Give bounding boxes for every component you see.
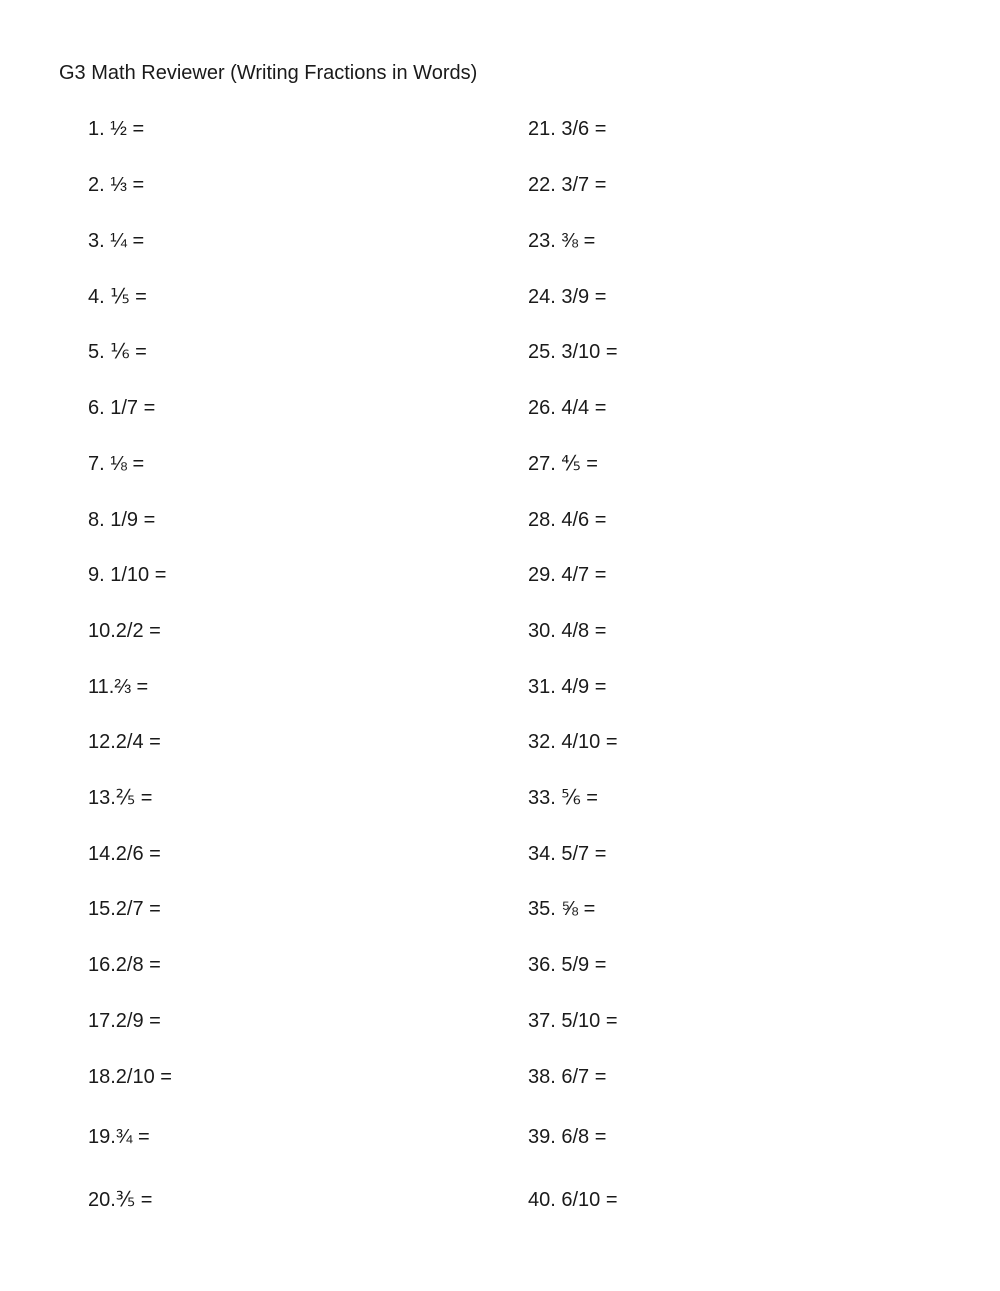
question-item: 40. 6/10 = bbox=[528, 1189, 618, 1211]
question-item: 29. 4/7 = bbox=[528, 564, 607, 586]
question-item: 6. 1/7 = bbox=[88, 397, 156, 419]
question-item: 20.⅗ = bbox=[88, 1189, 153, 1211]
question-item: 9. 1/10 = bbox=[88, 564, 167, 586]
question-item: 16.2/8 = bbox=[88, 954, 161, 976]
question-item: 24. 3/9 = bbox=[528, 286, 607, 308]
page-title: G3 Math Reviewer (Writing Fractions in Words) bbox=[59, 62, 478, 84]
question-item: 2. ⅓ = bbox=[88, 174, 145, 196]
question-item: 26. 4/4 = bbox=[528, 397, 607, 419]
question-item: 4. ⅕ = bbox=[88, 286, 147, 308]
question-item: 11.⅔ = bbox=[88, 676, 149, 698]
question-item: 28. 4/6 = bbox=[528, 509, 607, 531]
question-item: 30. 4/8 = bbox=[528, 620, 607, 642]
question-item: 23. ⅜ = bbox=[528, 230, 596, 252]
question-item: 25. 3/10 = bbox=[528, 341, 618, 363]
question-item: 32. 4/10 = bbox=[528, 731, 618, 753]
question-item: 8. 1/9 = bbox=[88, 509, 156, 531]
question-item: 37. 5/10 = bbox=[528, 1010, 618, 1032]
question-item: 22. 3/7 = bbox=[528, 174, 607, 196]
question-item: 5. ⅙ = bbox=[88, 341, 147, 363]
question-item: 3. ¼ = bbox=[88, 230, 145, 252]
question-item: 15.2/7 = bbox=[88, 898, 161, 920]
question-item: 34. 5/7 = bbox=[528, 843, 607, 865]
question-item: 7. ⅛ = bbox=[88, 453, 145, 475]
question-item: 31. 4/9 = bbox=[528, 676, 607, 698]
question-item: 33. ⅚ = bbox=[528, 787, 598, 809]
question-item: 12.2/4 = bbox=[88, 731, 161, 753]
question-item: 1. ½ = bbox=[88, 118, 145, 140]
question-item: 27. ⅘ = bbox=[528, 453, 598, 475]
question-item: 18.2/10 = bbox=[88, 1066, 172, 1088]
question-item: 35. ⅝ = bbox=[528, 898, 596, 920]
question-item: 14.2/6 = bbox=[88, 843, 161, 865]
question-item: 21. 3/6 = bbox=[528, 118, 607, 140]
question-item: 17.2/9 = bbox=[88, 1010, 161, 1032]
question-item: 13.⅖ = bbox=[88, 787, 153, 809]
question-item: 10.2/2 = bbox=[88, 620, 161, 642]
question-item: 38. 6/7 = bbox=[528, 1066, 607, 1088]
question-item: 36. 5/9 = bbox=[528, 954, 607, 976]
question-item: 39. 6/8 = bbox=[528, 1126, 607, 1148]
question-item: 19.¾ = bbox=[88, 1126, 150, 1148]
